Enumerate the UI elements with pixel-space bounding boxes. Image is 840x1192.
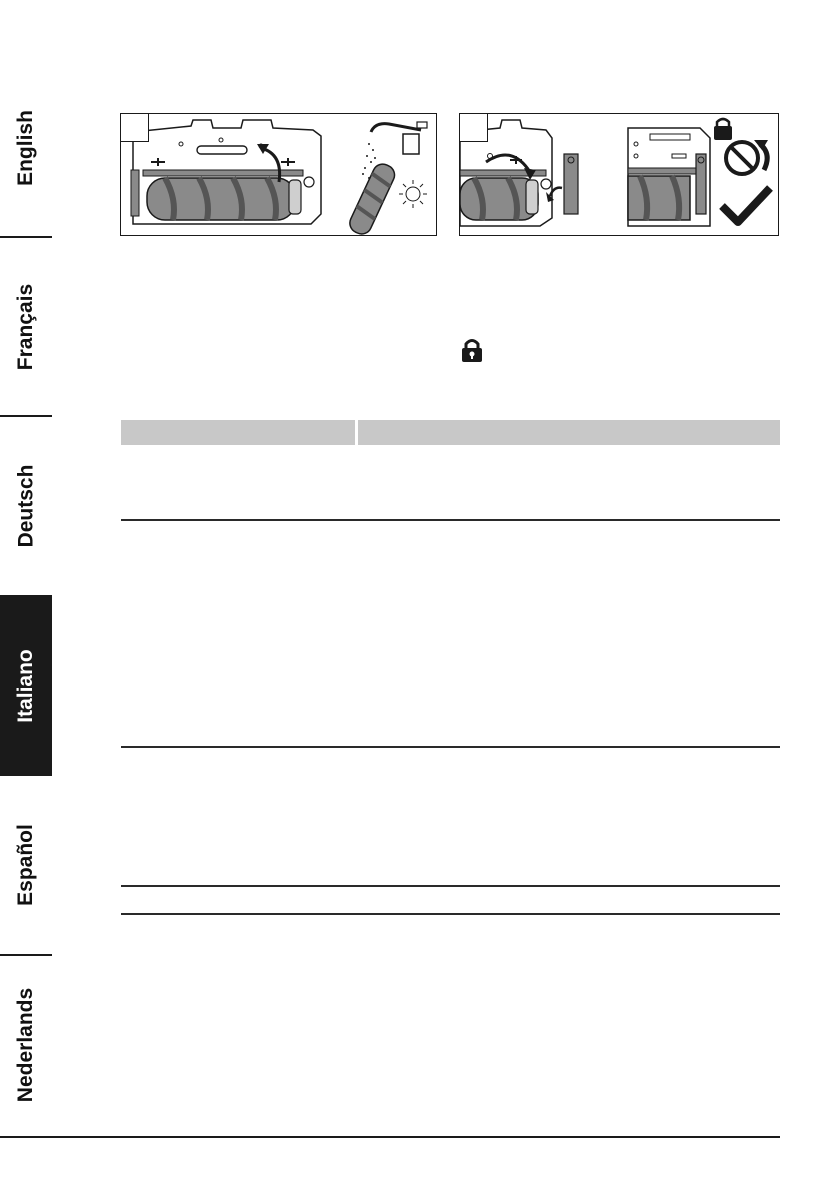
table-row-divider bbox=[121, 746, 780, 748]
step-number-box bbox=[121, 114, 149, 142]
brush-roll-removal-illustration bbox=[121, 114, 437, 236]
lock-icon bbox=[714, 119, 732, 140]
table-header-problem bbox=[121, 420, 355, 445]
tab-francais[interactable] bbox=[0, 238, 52, 415]
table-row-divider bbox=[121, 885, 780, 887]
brush-roll-insert-illustration bbox=[460, 114, 779, 236]
table-header-solution bbox=[358, 420, 780, 445]
tab-italiano[interactable] bbox=[0, 595, 52, 776]
step-number-box bbox=[460, 114, 488, 142]
footer-rule bbox=[0, 1136, 780, 1138]
checkmark-icon bbox=[722, 188, 770, 222]
tab-nederlands[interactable] bbox=[0, 956, 52, 1134]
tab-espanol[interactable] bbox=[0, 776, 52, 954]
tab-deutsch[interactable] bbox=[0, 417, 52, 595]
tab-label-espanol: Español bbox=[14, 824, 37, 906]
tab-label-nederlands: Nederlands bbox=[14, 987, 37, 1103]
figure-panel-insert-brushroll bbox=[459, 113, 779, 236]
tab-label-francais: Français bbox=[14, 283, 38, 370]
tab-label-english: English bbox=[14, 110, 37, 186]
tab-english[interactable] bbox=[0, 60, 52, 236]
sun-icon bbox=[399, 180, 427, 208]
table-row-divider bbox=[121, 913, 780, 915]
tab-label-italiano: Italiano bbox=[14, 648, 38, 723]
figure-panel-remove-brushroll bbox=[120, 113, 437, 236]
table-row-divider bbox=[121, 519, 780, 521]
lock-icon bbox=[460, 337, 484, 363]
tab-label-deutsch: Deutsch bbox=[14, 464, 38, 548]
